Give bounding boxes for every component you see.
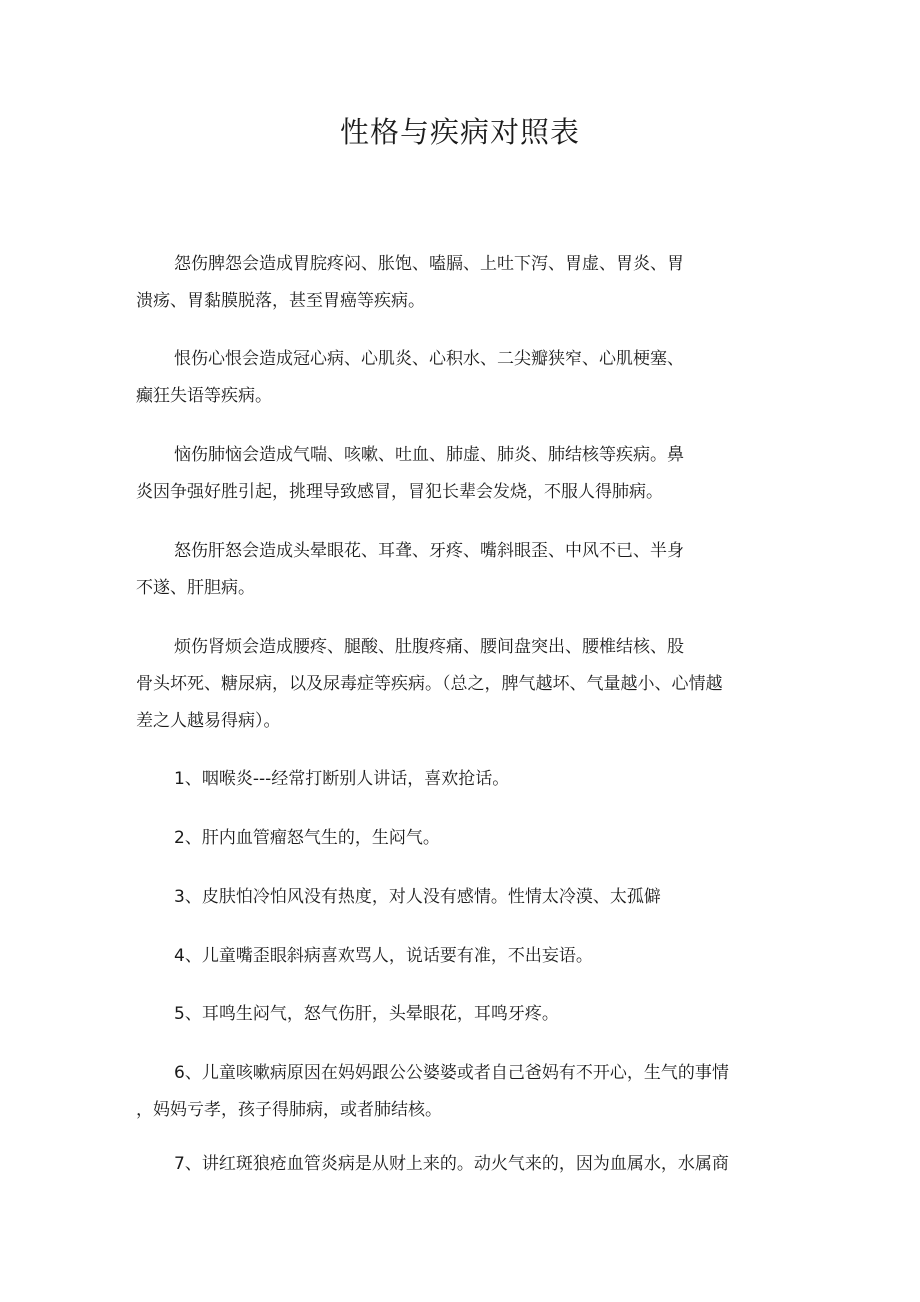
- paragraph-2-line-2: 癫狂失语等疾病。: [136, 386, 272, 406]
- list-item-6-line-2: ，妈妈亏孝，孩子得肺病，或者肺结核。: [136, 1100, 442, 1120]
- paragraph-4-line-2: 不遂、肝胆病。: [136, 578, 255, 598]
- paragraph-3-line-2: 炎因争强好胜引起，挑理导致感冒，冒犯长辈会发烧，不服人得肺病。: [136, 482, 663, 502]
- paragraph-3-line-1: 恼伤肺恼会造成气喘、咳嗽、吐血、肺虚、肺炎、肺结核等疾病。鼻: [174, 445, 684, 465]
- list-item-3: 3、皮肤怕冷怕风没有热度，对人没有感情。性情太冷漠、太孤僻: [174, 887, 661, 907]
- document-title: 性格与疾病对照表: [339, 115, 580, 149]
- paragraph-5-line-1: 烦伤肾烦会造成腰疼、腿酸、肚腹疼痛、腰间盘突出、腰椎结核、股: [174, 637, 684, 657]
- list-item-7: 7、讲红斑狼疮血管炎病是从财上来的。动火气来的，因为血属水，水属商: [174, 1154, 729, 1174]
- paragraph-5-line-2: 骨头坏死、糖尿病，以及尿毒症等疾病。（总之，脾气越坏、气量越小、心情越: [136, 674, 723, 694]
- list-item-2: 2、肝内血管瘤怒气生的，生闷气。: [174, 828, 440, 848]
- paragraph-1-line-2: 溃疡、胃黏膜脱落，甚至胃癌等疾病。: [136, 291, 425, 311]
- paragraph-2-line-1: 恨伤心恨会造成冠心病、心肌炎、心积水、二尖瓣狭窄、心肌梗塞、: [174, 349, 684, 369]
- paragraph-4-line-1: 怒伤肝怒会造成头晕眼花、耳聋、牙疼、嘴斜眼歪、中风不已、半身: [174, 541, 684, 561]
- list-item-5: 5、耳鸣生闷气，怒气伤肝，头晕眼花，耳鸣牙疼。: [174, 1004, 559, 1024]
- list-item-6-line-1: 6、儿童咳嗽病原因在妈妈跟公公婆婆或者自己爸妈有不开心，生气的事情: [174, 1063, 729, 1083]
- list-item-4: 4、儿童嘴歪眼斜病喜欢骂人，说话要有准，不出妄语。: [174, 946, 593, 966]
- paragraph-5-line-3: 差之人越易得病）。: [136, 711, 281, 731]
- list-item-1: 1、咽喉炎---经常打断别人讲话，喜欢抢话。: [174, 769, 510, 789]
- paragraph-1-line-1: 怨伤脾怨会造成胃脘疼闷、胀饱、嗑膈、上吐下泻、胃虚、胃炎、胃: [174, 254, 684, 274]
